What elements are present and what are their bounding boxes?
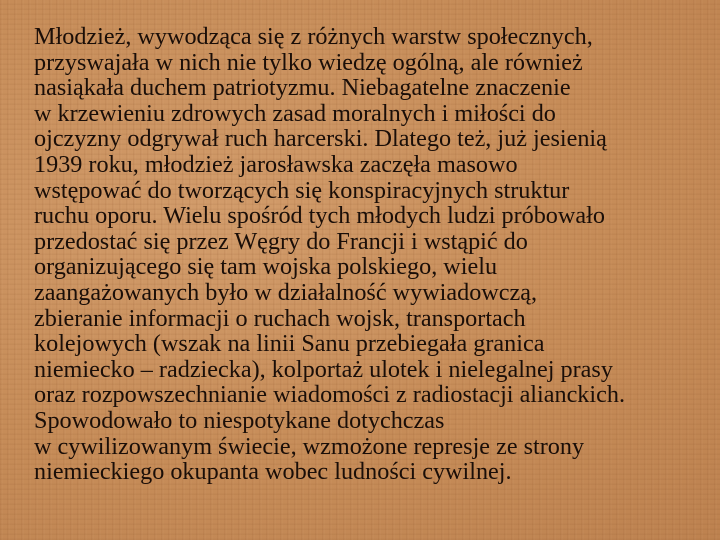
text-line: 1939 roku, młodzież jarosławska zaczęła masowo bbox=[34, 150, 518, 178]
text-line: niemiecko – radziecka), kolportaż ulotek i nielegalnej prasy bbox=[34, 355, 613, 383]
text-line: kolejowych (wszak na linii Sanu przebiegała granica bbox=[34, 330, 545, 358]
text-line: niemieckiego okupanta wobec ludności cywilnej. bbox=[34, 458, 512, 486]
text-line: ojczyzny odgrywał ruch harcerski. Dlatego też, już jesienią bbox=[34, 125, 607, 153]
text-line: przedostać się przez Węgry do Francji i wstąpić do bbox=[34, 227, 528, 255]
text-line: przyswajała w nich nie tylko wiedzę ogólną, ale również bbox=[34, 48, 583, 76]
text-line: organizującego się tam wojska polskiego, wielu bbox=[34, 253, 498, 281]
body-paragraph bbox=[34, 24, 720, 485]
text-line: Spowodowało to niespotykane dotychczas bbox=[34, 406, 445, 434]
text-line: Młodzież, wywodząca się z różnych warstw społecznych, bbox=[34, 23, 593, 50]
text-line: oraz rozpowszechnianie wiadomości z radiostacji alianckich. bbox=[34, 381, 625, 409]
text-line: ruchu oporu. Wielu spośród tych młodych ludzi próbowało bbox=[34, 202, 605, 230]
text-line: zbieranie informacji o ruchach wojsk, transportach bbox=[34, 304, 526, 332]
text-line: w krzewieniu zdrowych zasad moralnych i miłości do bbox=[34, 99, 556, 127]
text-line: zaangażowanych było w działalność wywiadowczą, bbox=[34, 278, 538, 306]
text-line: wstępować do tworzących się konspiracyjnych struktur bbox=[34, 176, 570, 204]
text-line: nasiąkała duchem patriotyzmu. Niebagatelne znaczenie bbox=[34, 74, 571, 102]
text-line: w cywilizowanym świecie, wzmożone represje ze strony bbox=[34, 432, 585, 460]
